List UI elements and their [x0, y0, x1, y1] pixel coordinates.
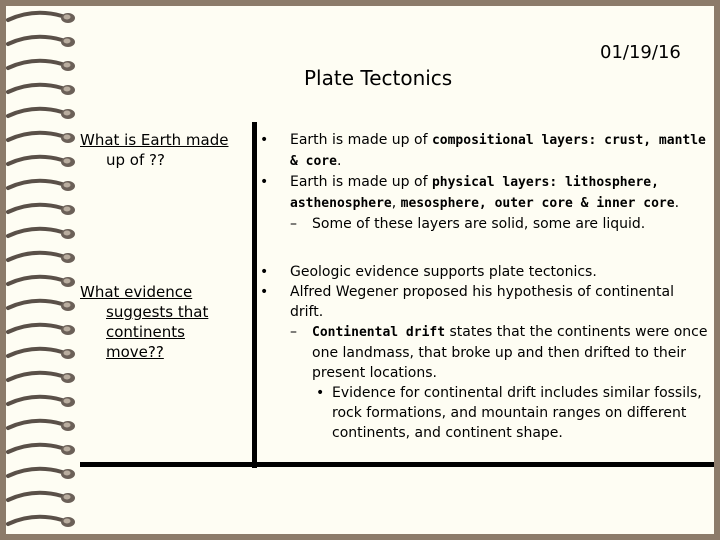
- summary-divider: [80, 462, 714, 467]
- note-bold-term: physical layers: lithosphere, asthenosphere: [290, 175, 659, 211]
- spiral-binding-icon: [6, 6, 84, 534]
- note-bullet: [260, 172, 710, 214]
- note-text: Earth is made up of: [290, 174, 432, 190]
- date-label: 01/19/16: [600, 42, 681, 63]
- note-sub-item: [260, 322, 710, 383]
- notes-continental-drift: [260, 262, 710, 443]
- note-text: ,: [391, 195, 401, 211]
- dash-icon: –: [290, 216, 297, 232]
- bullet-icon: •: [316, 385, 325, 401]
- note-text: Earth is made up of: [290, 132, 432, 148]
- bullet-icon: •: [260, 174, 269, 190]
- page-title: Plate Tectonics: [304, 66, 453, 90]
- bullet-icon: •: [260, 264, 269, 280]
- note-text: Alfred Wegener proposed his hypothesis of continental drift.: [290, 284, 675, 320]
- note-bold-term: mesosphere, outer core & inner core: [400, 196, 675, 211]
- question-line: suggests that: [106, 303, 209, 321]
- note-text: states that the continents were once one landmass, that broke up and then drifted to their present locations.: [312, 324, 708, 381]
- bullet-icon: •: [260, 132, 269, 148]
- question-line: What evidence: [80, 283, 193, 301]
- question-line: up of ??: [106, 151, 165, 169]
- question-line: What is Earth made: [80, 131, 229, 149]
- notes-earth-layers: [260, 130, 710, 234]
- note-text: .: [336, 153, 342, 169]
- note-bullet: [260, 262, 710, 282]
- note-text: Some of these layers are solid, some are liquid.: [312, 216, 646, 232]
- question-line: continents: [106, 323, 185, 341]
- bullet-icon: •: [260, 284, 269, 300]
- notebook-page: [6, 6, 714, 534]
- note-sub-item: [260, 214, 710, 234]
- question-earth-layers: [80, 130, 228, 170]
- note-bullet: [260, 282, 710, 322]
- note-bold-term: compositional layers: crust, mantle & core: [290, 133, 706, 169]
- note-bold-term: Continental drift: [312, 325, 446, 340]
- question-line: move??: [106, 343, 164, 361]
- note-text: .: [674, 195, 680, 211]
- note-bullet: [260, 130, 710, 172]
- note-text: Geologic evidence supports plate tectonics.: [290, 264, 597, 280]
- dash-icon: –: [290, 324, 297, 340]
- question-continents-move: [80, 282, 208, 362]
- column-divider: [252, 122, 257, 468]
- note-sub-sub-item: [260, 383, 710, 443]
- note-text: Evidence for continental drift includes similar fossils, rock formations, and mountain ranges on different continents, and continent shape.: [332, 385, 702, 441]
